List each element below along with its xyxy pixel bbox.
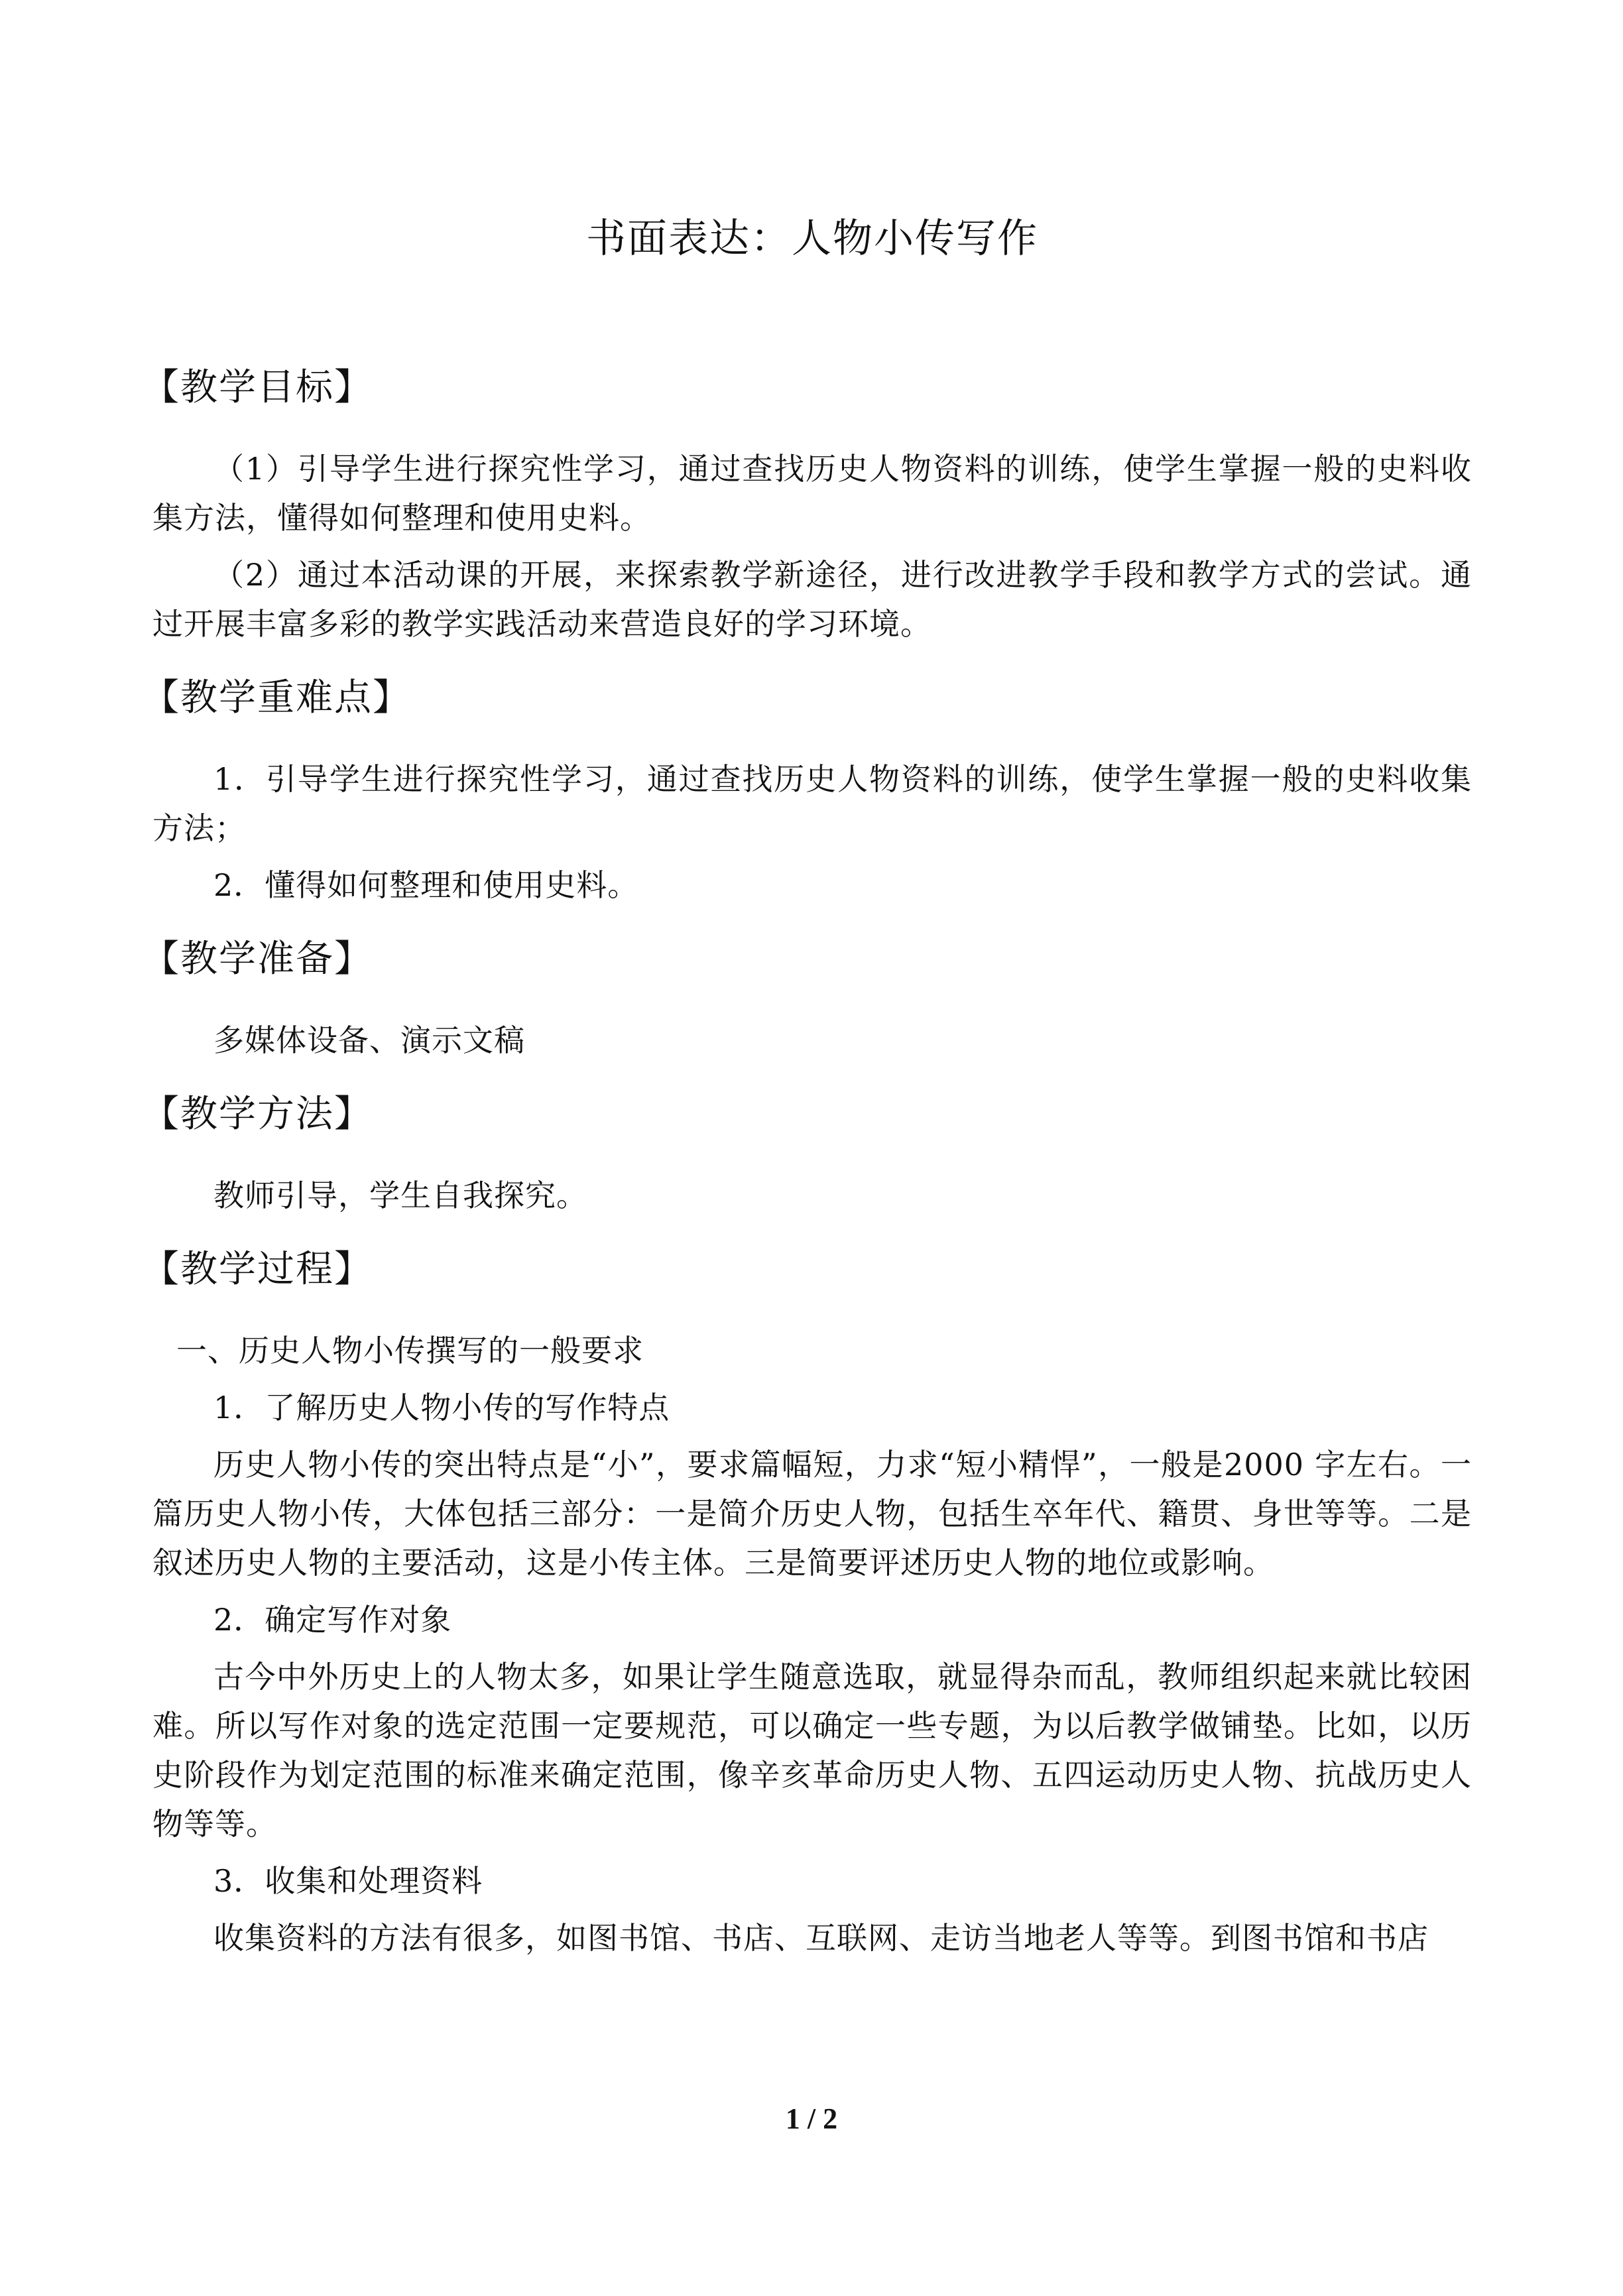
key-point-paragraph-2: 2．懂得如何整理和使用史料。 bbox=[213, 867, 639, 903]
document-title: 书面表达：人物小传写作 bbox=[586, 215, 1038, 262]
process-item-1-body: 历史人物小传的突出特点是“小”，要求篇幅短，力求“短小精悍”，一般是2000 字左右。一篇历史人物小传，大体包括三部分：一是简介历史人物，包括生卒年代、籍贯、身世等等。二是叙述历史人物的主要活动，这是小传主体。三是简要评述历史人物的地位或影响。 bbox=[152, 1447, 1472, 1581]
document-content bbox=[142, 199, 1472, 1970]
process-item-1-title: 1．了解历史人物小传的写作特点 bbox=[213, 1390, 670, 1425]
spacer bbox=[152, 656, 1472, 668]
heading-key-points: 【教学重难点】 bbox=[142, 676, 411, 719]
goal-paragraph-2: （2）通过本活动课的开展，来探索教学新途径，进行改进教学手段和教学方式的尝试。通过开展丰富多彩的教学实践活动来营造良好的学习环境。 bbox=[152, 557, 1472, 642]
spacer bbox=[152, 918, 1472, 930]
process-item-2-body: 古今中外历史上的人物太多，如果让学生随意选取，就显得杂而乱，教师组织起来就比较困难。所以写作对象的选定范围一定要规范，可以确定一些专题，为以后教学做铺垫。比如，以历史阶段作为划定范围的标准来确定范围，像辛亥革命历史人物、五四运动历史人物、抗战历史人物等等。 bbox=[152, 1659, 1472, 1842]
spacer bbox=[152, 1073, 1472, 1085]
page-number: 1 / 2 bbox=[785, 2102, 838, 2135]
goal-paragraph-1: （1）引导学生进行探究性学习，通过查找历史人物资料的训练，使学生掌握一般的史料收集方法，懂得如何整理和使用史料。 bbox=[152, 451, 1472, 536]
method-paragraph: 教师引导，学生自我探究。 bbox=[213, 1178, 587, 1213]
process-item-3-title: 3．收集和处理资料 bbox=[213, 1863, 483, 1899]
heading-process: 【教学过程】 bbox=[142, 1248, 373, 1291]
key-point-paragraph-1: 1．引导学生进行探究性学习，通过查找历史人物资料的训练，使学生掌握一般的史料收集方法； bbox=[152, 761, 1472, 846]
heading-method: 【教学方法】 bbox=[142, 1093, 373, 1136]
process-item-3-body: 收集资料的方法有很多，如图书馆、书店、互联网、走访当地老人等等。到图书馆和书店 bbox=[213, 1920, 1429, 1956]
preparation-paragraph: 多媒体设备、演示文稿 bbox=[213, 1022, 525, 1058]
heading-preparation: 【教学准备】 bbox=[142, 937, 373, 981]
heading-teaching-goals: 【教学目标】 bbox=[142, 366, 373, 409]
spacer bbox=[152, 1228, 1472, 1240]
process-subheading-1: 一、历史人物小传撰写的一般要求 bbox=[176, 1333, 644, 1368]
process-item-2-title: 2．确定写作对象 bbox=[213, 1602, 452, 1638]
